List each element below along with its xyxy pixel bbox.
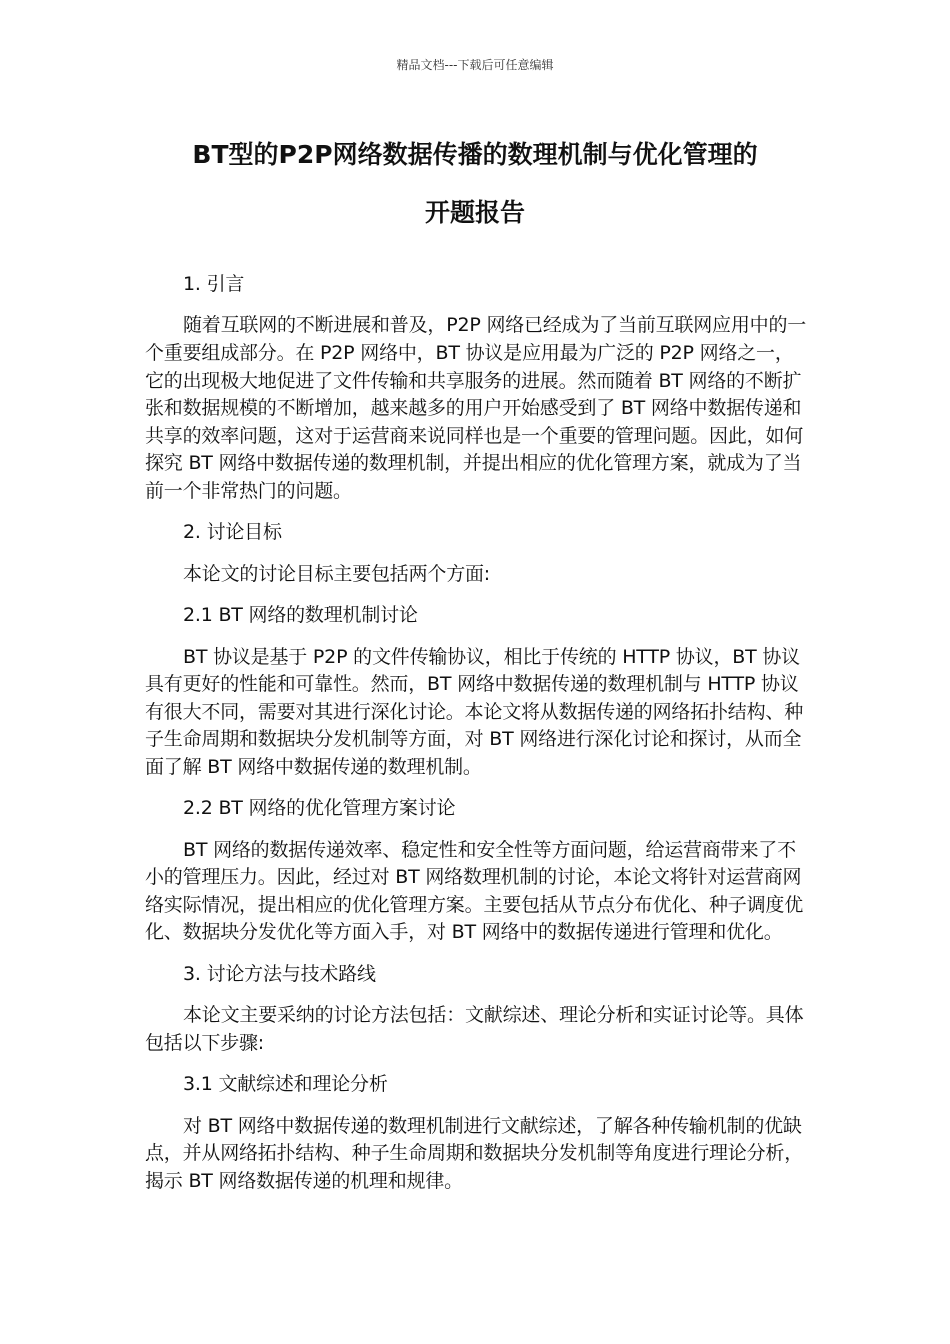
- section-1-heading: 1. 引言: [183, 273, 245, 295]
- section-3-paragraph: 本论文主要采纳的讨论方法包括：文献综述、理论分析和实证讨论等。具体包括以下步骤:: [145, 1004, 804, 1054]
- section-2-1-heading: 2.1 BT 网络的数理机制讨论: [183, 604, 418, 627]
- section-2-2-heading: 2.2 BT 网络的优化管理方案讨论: [183, 797, 456, 820]
- section-3-1-heading: 3.1 文献综述和理论分析: [183, 1073, 388, 1096]
- section-2-paragraph: 本论文的讨论目标主要包括两个方面:: [183, 562, 491, 585]
- document-title-line-1: BT型的P2P网络数据传播的数理机制与优化管理的: [192, 140, 758, 169]
- watermark-header: 精品文档---下载后可任意编辑: [396, 58, 554, 72]
- document-body: [145, 271, 807, 1209]
- section-2-1-paragraph: BT 协议是基于 P2P 的文件传输协议，相比于传统的 HTTP 协议，BT 协议具有更好的性能和可靠性。然而，BT 网络中数据传递的数理机制与 HTTP 协议有很大不同，需要对其进行深化讨论。本论文将从数据传递的网络拓扑结构、种子生命周期和数据块分发机制等方面，对 BT 网络进行深化讨论和探讨，从而全面了解 BT 网络中数据传递的数理机制。: [145, 645, 804, 778]
- section-2-heading: 2. 讨论目标: [183, 521, 282, 544]
- section-3-heading: 3. 讨论方法与技术路线: [183, 962, 376, 985]
- section-1-paragraph: 随着互联网的不断进展和普及，P2P 网络已经成为了当前互联网应用中的一个重要组成部分。在 P2P 网络中，BT 协议是应用最为广泛的 P2P 网络之一，它的出现极大地促进了文件传输和共享服务的进展。然而随着 BT 网络的不断扩张和数据规模的不断增加，越来越多的用户开始感受到了 BT 网络中数据传递和共享的效率问题，这对于运营商来说同样也是一个重要的管理问题。因此，如何探究 BT 网络中数据传递的数理机制，并提出相应的优化管理方案，就成为了当前一个非常热门的问题。: [145, 314, 807, 502]
- document-title-line-2: 开题报告: [424, 198, 525, 227]
- section-3-1-paragraph: 对 BT 网络中数据传递的数理机制进行文献综述，了解各种传输机制的优缺点，并从网络拓扑结构、种子生命周期和数据块分发机制等角度进行理论分析，揭示 BT 网络数据传递的机理和规律。: [145, 1114, 804, 1192]
- section-2-2-paragraph: BT 网络的数据传递效率、稳定性和安全性等方面问题，给运营商带来了不小的管理压力。因此，经过对 BT 网络数理机制的讨论，本论文将针对运营商网络实际情况，提出相应的优化管理方案。主要包括从节点分布优化、种子调度优化、数据块分发优化等方面入手，对 BT 网络中的数据传递进行管理和优化。: [145, 838, 804, 944]
